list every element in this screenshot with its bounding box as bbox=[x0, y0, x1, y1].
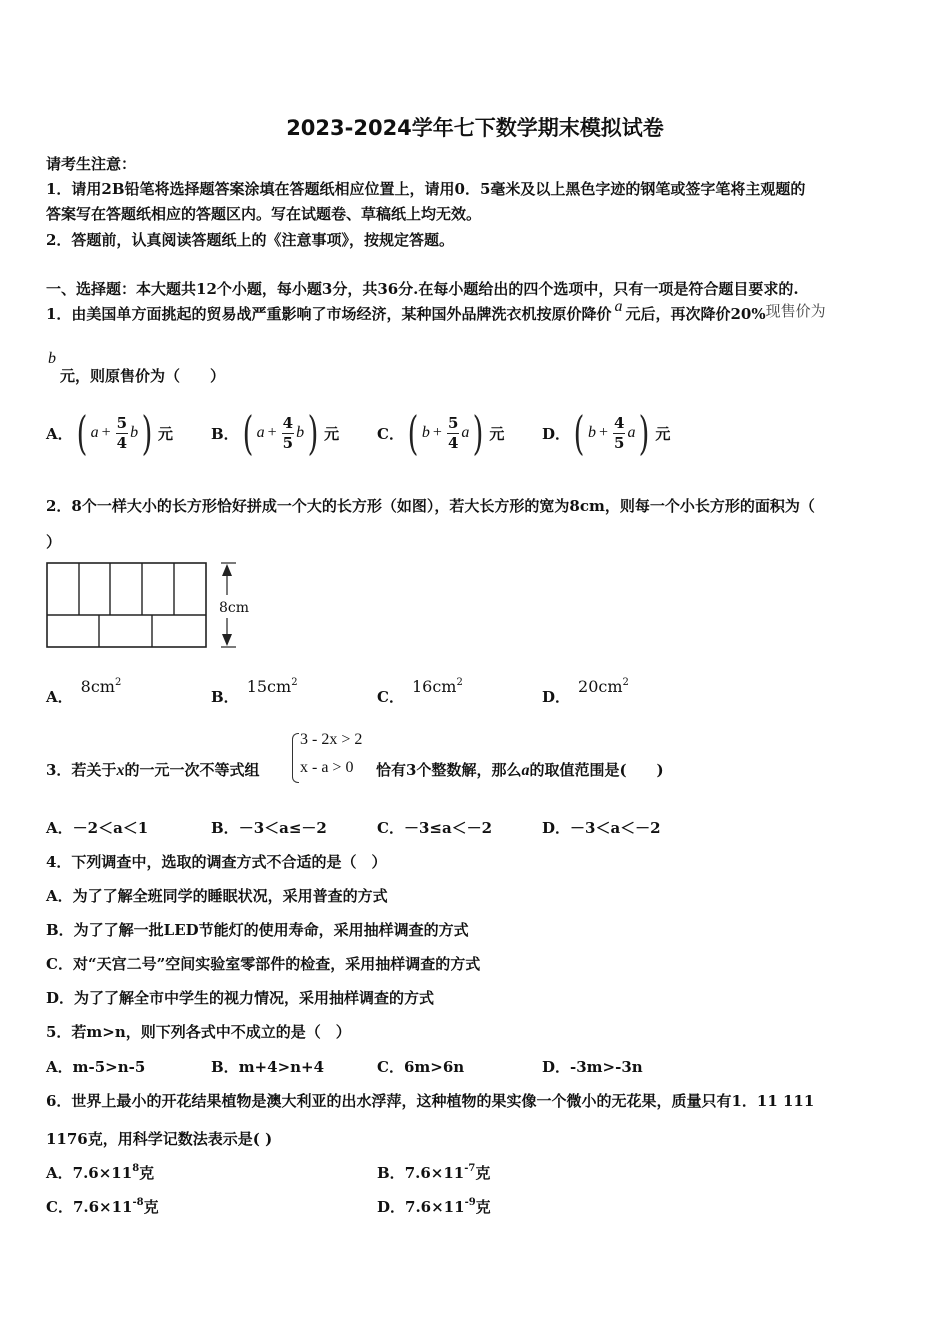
q2-option-d[interactable]: D．$20cm^2$ bbox=[542, 677, 629, 706]
fraction: $\frac{5}{4}$ bbox=[116, 413, 128, 452]
inequality-1: 3 - 2x > 2 bbox=[300, 731, 363, 748]
unit: 元 bbox=[158, 424, 174, 443]
q1-var-b: b bbox=[48, 350, 56, 367]
q3-option-d[interactable]: D．－3＜a＜－2 bbox=[542, 819, 661, 837]
section-heading: 一、选择题：本大题共12个小题，每小题3分，共36分.在每小题给出的四个选项中，只有一项是符合题目要求的. bbox=[46, 280, 799, 298]
q3-option-a[interactable]: A．－2＜a＜1 bbox=[46, 819, 149, 837]
left-paren: ( bbox=[407, 406, 419, 460]
question-4-stem: 4．下列调查中，选取的调查方式不合适的是（ ） bbox=[46, 853, 387, 871]
q1-text-2: 元后，再次降价20% bbox=[625, 305, 766, 323]
option-label: A． bbox=[46, 424, 73, 443]
q2-option-b[interactable]: B．$15cm^2$ bbox=[211, 677, 298, 706]
option-var: a bbox=[90, 424, 99, 441]
right-paren: ) bbox=[639, 406, 650, 460]
q1-option-b[interactable] bbox=[211, 406, 340, 460]
q1-text-4: 元，则原售价为（ ） bbox=[60, 367, 226, 385]
right-paren: ) bbox=[141, 406, 153, 460]
q5-option-c[interactable]: C．6m>6n bbox=[377, 1058, 465, 1076]
q1-option-a[interactable] bbox=[46, 406, 174, 460]
option-var: b bbox=[296, 424, 305, 441]
q5-option-a[interactable]: A．m-5>n-5 bbox=[46, 1058, 146, 1076]
plus-sign: + bbox=[101, 424, 111, 441]
option-var: a bbox=[256, 424, 265, 441]
q6-option-d[interactable]: D．$7.6\times 11^{-9}$克 bbox=[377, 1197, 491, 1216]
q4-option-d[interactable]: D．为了了解全市中学生的视力情况，采用抽样调查的方式 bbox=[46, 989, 435, 1007]
question-2-line-1: 2．8个一样大小的长方形恰好拼成一个大的长方形（如图），若大长方形的宽为8cm，则每一个小长方形的面积为（ bbox=[46, 497, 815, 515]
left-paren: ( bbox=[242, 406, 254, 460]
q3-option-c[interactable]: C．－3≤a＜－2 bbox=[377, 819, 493, 837]
fraction: $\frac{4}{5}$ bbox=[614, 413, 625, 452]
q5-option-b[interactable]: B．m+4>n+4 bbox=[211, 1058, 325, 1076]
left-brace bbox=[292, 733, 299, 783]
notice-line-1: 1．请用2B铅笔将选择题答案涂填在答题纸相应位置上，请用0．5毫米及以上黑色字迹的钢笔或签字笔将主观题的 bbox=[46, 180, 806, 198]
q1-var-a: a bbox=[614, 298, 623, 315]
option-label: B． bbox=[211, 424, 239, 443]
q4-option-b[interactable]: B．为了了解一批LED节能灯的使用寿命，采用抽样调查的方式 bbox=[46, 921, 469, 939]
plus-sign: + bbox=[267, 424, 277, 441]
option-var: b bbox=[130, 424, 139, 441]
option-var: a bbox=[461, 424, 470, 441]
q1-option-d[interactable] bbox=[542, 406, 671, 460]
q6-option-b[interactable]: B．$7.6\times 11^{-7}$克 bbox=[377, 1163, 491, 1182]
notice-line-2: 答案写在答题纸相应的答题区内。写在试题卷、草稿纸上均无效。 bbox=[46, 205, 482, 223]
fraction: $\frac{4}{5}$ bbox=[282, 413, 294, 452]
option-var: a bbox=[627, 424, 636, 441]
inequality-2: x - a > 0 bbox=[300, 759, 354, 776]
question-5-stem: 5．若m>n，则下列各式中不成立的是（ ） bbox=[46, 1023, 351, 1041]
notice-line-3: 2．答题前，认真阅读答题纸上的《注意事项》，按规定答题。 bbox=[46, 231, 454, 249]
q1-option-c[interactable] bbox=[377, 406, 505, 460]
q5-option-d[interactable]: D．-3m>-3n bbox=[542, 1058, 643, 1076]
q2-option-a[interactable]: A．$8cm^2$ bbox=[46, 677, 122, 706]
q2-option-c[interactable]: C．$16cm^2$ bbox=[377, 677, 463, 706]
option-label: C． bbox=[377, 424, 404, 443]
question-3-text-2: 恰有3个整数解，那么a的取值范围是( ) bbox=[376, 761, 664, 779]
q4-option-a[interactable]: A．为了了解全班同学的睡眠状况，采用普查的方式 bbox=[46, 887, 388, 905]
plus-sign: + bbox=[432, 424, 442, 441]
figure-width-label: 8cm bbox=[219, 600, 250, 616]
unit: 元 bbox=[489, 424, 505, 443]
unit: 元 bbox=[655, 424, 671, 443]
q3-option-b[interactable]: B．－3＜a≤－2 bbox=[211, 819, 327, 837]
question-1-line-1 bbox=[46, 298, 826, 324]
notice-heading: 请考生注意： bbox=[46, 155, 137, 173]
right-paren: ) bbox=[307, 406, 319, 460]
q1-text-3: 现售价为 bbox=[765, 302, 826, 320]
left-paren: ( bbox=[573, 406, 585, 460]
page-title: 2023-2024学年七下数学期末模拟试卷 bbox=[286, 116, 664, 140]
fraction: $\frac{5}{4}$ bbox=[447, 413, 459, 452]
unit: 元 bbox=[324, 424, 340, 443]
left-paren: ( bbox=[76, 406, 88, 460]
question-3-text-1: 3．若关于x的一元一次不等式组 bbox=[46, 761, 260, 779]
question-6-line-1: 6．世界上最小的开花结果植物是澳大利亚的出水浮萍，这种植物的果实像一个微小的无花果，质量只有1．11 111 bbox=[46, 1092, 815, 1110]
option-var: b bbox=[587, 424, 596, 441]
q6-option-a[interactable]: A．$7.6\times 11^8$克 bbox=[46, 1163, 155, 1182]
option-label: D． bbox=[542, 424, 571, 443]
question-2-line-2: ） bbox=[46, 533, 62, 551]
q4-option-c[interactable]: C．对“天宫二号”空间实验室零部件的检查，采用抽样调查的方式 bbox=[46, 955, 481, 973]
q1-text-1: 1．由美国单方面挑起的贸易战严重影响了市场经济，某种国外品牌洗衣机按原价降价 bbox=[46, 305, 612, 323]
option-var: b bbox=[421, 424, 430, 441]
plus-sign: + bbox=[598, 424, 608, 441]
right-paren: ) bbox=[472, 406, 484, 460]
inequality-system bbox=[292, 731, 372, 783]
q6-option-c[interactable]: C．$7.6\times 11^{-8}$克 bbox=[46, 1197, 159, 1216]
question-6-line-2: 1176克，用科学记数法表示是( ) bbox=[46, 1130, 273, 1148]
